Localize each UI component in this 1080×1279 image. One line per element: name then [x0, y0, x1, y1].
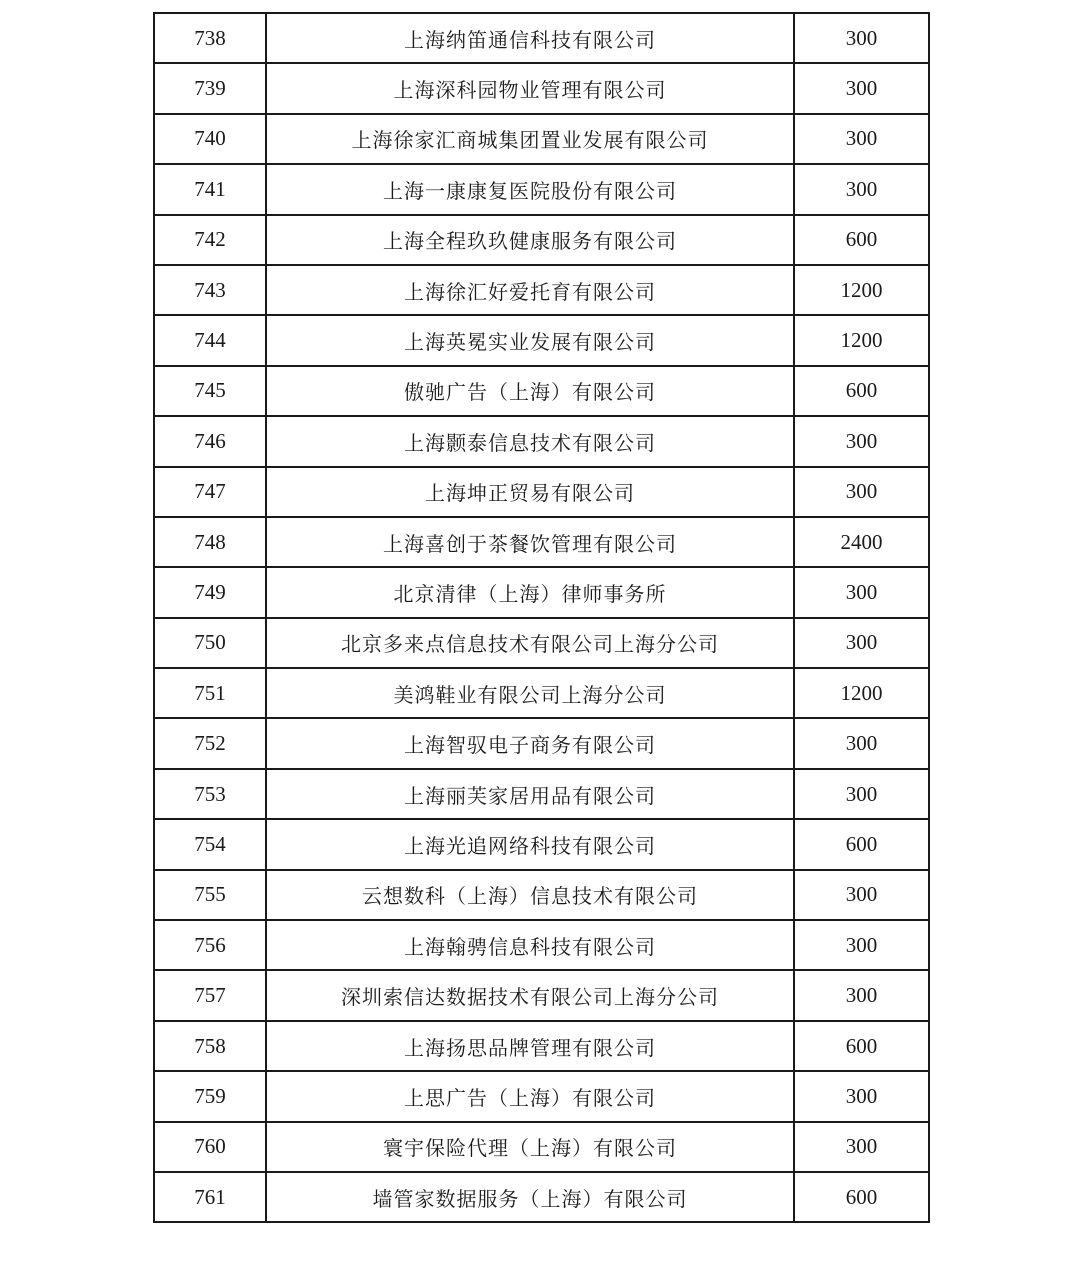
table-row	[154, 164, 929, 214]
company-name: 上海一康康复医院股份有限公司	[266, 164, 794, 214]
row-number: 744	[154, 315, 266, 365]
table-row	[154, 114, 929, 164]
amount: 300	[794, 618, 929, 668]
table-row	[154, 618, 929, 668]
amount: 300	[794, 164, 929, 214]
amount: 600	[794, 215, 929, 265]
company-name: 美鸿鞋业有限公司上海分公司	[266, 668, 794, 718]
company-name: 上海扬思品牌管理有限公司	[266, 1021, 794, 1071]
amount: 1200	[794, 315, 929, 365]
amount: 300	[794, 114, 929, 164]
company-name: 上海深科园物业管理有限公司	[266, 63, 794, 113]
company-name: 上海翰骋信息科技有限公司	[266, 920, 794, 970]
table-row	[154, 265, 929, 315]
company-name: 上海徐汇好爱托育有限公司	[266, 265, 794, 315]
row-number: 748	[154, 517, 266, 567]
table-row	[154, 1071, 929, 1121]
amount: 300	[794, 718, 929, 768]
row-number: 747	[154, 467, 266, 517]
company-name: 上思广告（上海）有限公司	[266, 1071, 794, 1121]
table-row	[154, 920, 929, 970]
company-list-sheet	[153, 12, 928, 1223]
company-name: 上海颢泰信息技术有限公司	[266, 416, 794, 466]
amount: 300	[794, 416, 929, 466]
row-number: 755	[154, 870, 266, 920]
table-row	[154, 366, 929, 416]
amount: 1200	[794, 668, 929, 718]
row-number: 751	[154, 668, 266, 718]
company-name: 傲驰广告（上海）有限公司	[266, 366, 794, 416]
amount: 300	[794, 970, 929, 1020]
table-row	[154, 467, 929, 517]
row-number: 738	[154, 13, 266, 63]
row-number: 760	[154, 1122, 266, 1172]
amount: 300	[794, 870, 929, 920]
table-row	[154, 63, 929, 113]
table-row	[154, 769, 929, 819]
table-row	[154, 819, 929, 869]
company-name: 寰宇保险代理（上海）有限公司	[266, 1122, 794, 1172]
amount: 300	[794, 1122, 929, 1172]
amount: 600	[794, 1172, 929, 1222]
row-number: 746	[154, 416, 266, 466]
company-name: 墙管家数据服务（上海）有限公司	[266, 1172, 794, 1222]
company-name: 云想数科（上海）信息技术有限公司	[266, 870, 794, 920]
company-name: 上海光追网络科技有限公司	[266, 819, 794, 869]
row-number: 745	[154, 366, 266, 416]
amount: 300	[794, 1071, 929, 1121]
table-row	[154, 870, 929, 920]
amount: 300	[794, 567, 929, 617]
table-row	[154, 567, 929, 617]
row-number: 758	[154, 1021, 266, 1071]
company-table	[153, 12, 930, 1223]
table-row	[154, 718, 929, 768]
amount: 2400	[794, 517, 929, 567]
row-number: 757	[154, 970, 266, 1020]
amount: 300	[794, 467, 929, 517]
row-number: 740	[154, 114, 266, 164]
company-name: 上海丽芙家居用品有限公司	[266, 769, 794, 819]
company-name: 上海徐家汇商城集团置业发展有限公司	[266, 114, 794, 164]
table-row	[154, 1122, 929, 1172]
row-number: 741	[154, 164, 266, 214]
amount: 300	[794, 13, 929, 63]
table-row	[154, 215, 929, 265]
company-name: 上海坤正贸易有限公司	[266, 467, 794, 517]
table-row	[154, 517, 929, 567]
row-number: 752	[154, 718, 266, 768]
amount: 600	[794, 366, 929, 416]
table-row	[154, 970, 929, 1020]
company-name: 北京多来点信息技术有限公司上海分公司	[266, 618, 794, 668]
company-name: 上海全程玖玖健康服务有限公司	[266, 215, 794, 265]
company-name: 北京清律（上海）律师事务所	[266, 567, 794, 617]
company-name: 上海英冕实业发展有限公司	[266, 315, 794, 365]
table-row	[154, 315, 929, 365]
row-number: 739	[154, 63, 266, 113]
company-name: 上海纳笛通信科技有限公司	[266, 13, 794, 63]
amount: 1200	[794, 265, 929, 315]
row-number: 743	[154, 265, 266, 315]
company-name: 上海智驭电子商务有限公司	[266, 718, 794, 768]
table-row	[154, 1172, 929, 1222]
table-row	[154, 13, 929, 63]
amount: 300	[794, 920, 929, 970]
row-number: 754	[154, 819, 266, 869]
row-number: 756	[154, 920, 266, 970]
row-number: 742	[154, 215, 266, 265]
company-name: 上海喜创于茶餐饮管理有限公司	[266, 517, 794, 567]
row-number: 750	[154, 618, 266, 668]
table-row	[154, 1021, 929, 1071]
row-number: 761	[154, 1172, 266, 1222]
row-number: 759	[154, 1071, 266, 1121]
amount: 600	[794, 1021, 929, 1071]
amount: 300	[794, 63, 929, 113]
table-row	[154, 668, 929, 718]
row-number: 753	[154, 769, 266, 819]
amount: 300	[794, 769, 929, 819]
row-number: 749	[154, 567, 266, 617]
table-row	[154, 416, 929, 466]
company-name: 深圳索信达数据技术有限公司上海分公司	[266, 970, 794, 1020]
amount: 600	[794, 819, 929, 869]
